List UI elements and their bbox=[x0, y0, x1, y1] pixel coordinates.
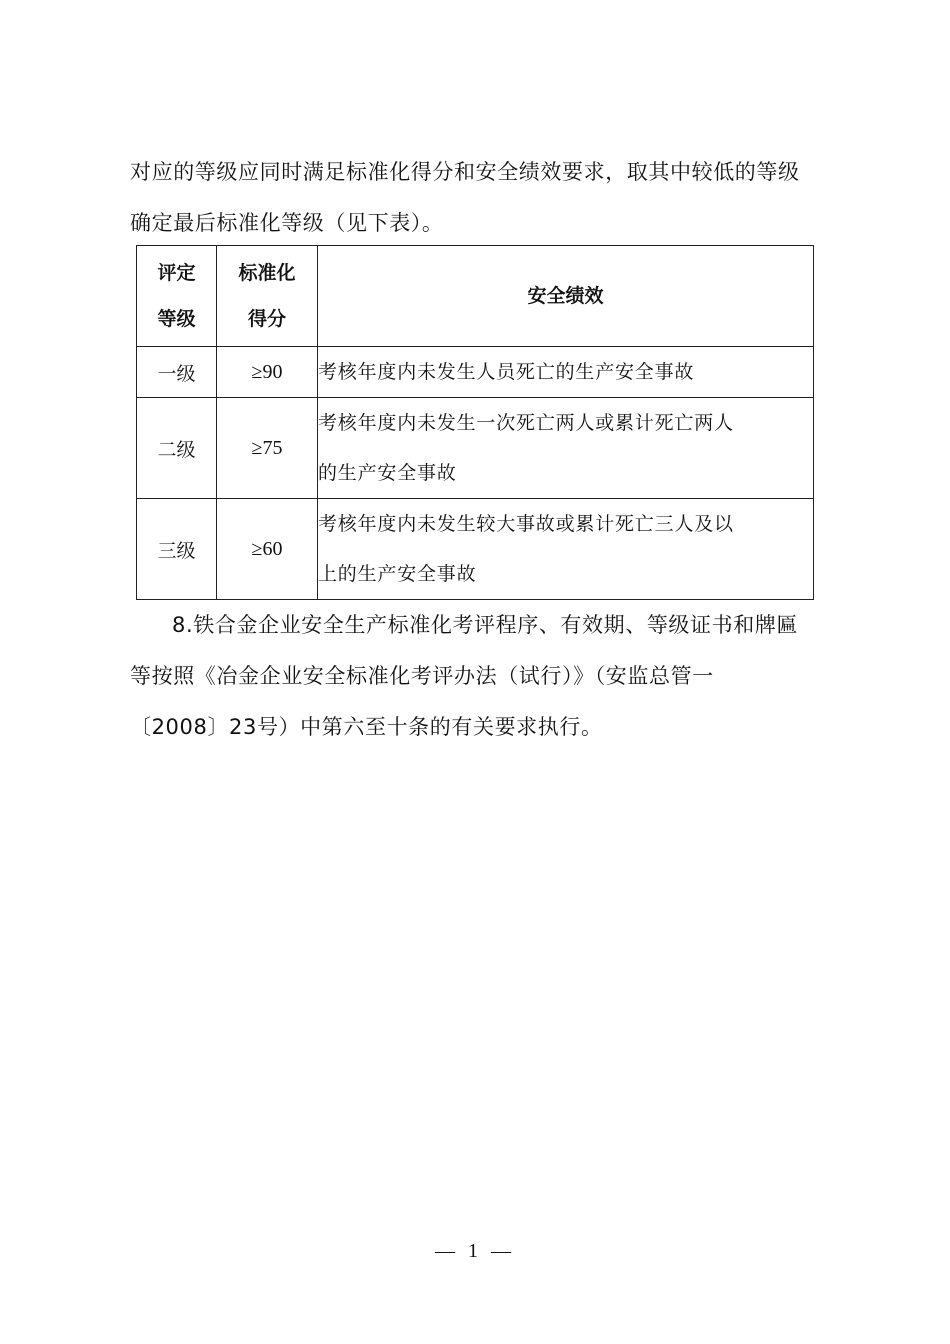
header-performance: 安全绩效 bbox=[318, 246, 814, 347]
closing-line: 〔2008〕23号）中第六至十条的有关要求执行。 bbox=[130, 715, 603, 739]
cell-level: 二级 bbox=[137, 398, 217, 499]
performance-line: 的生产安全事故 bbox=[318, 462, 457, 484]
intro-line: 对应的等级应同时满足标准化得分和安全绩效要求，取其中较低的等级 bbox=[130, 160, 800, 184]
cell-performance bbox=[318, 347, 814, 398]
performance-line: 考核年度内未发生人员死亡的生产安全事故 bbox=[318, 361, 695, 383]
closing-line: 8.铁合金企业安全生产标准化考评程序、有效期、等级证书和牌匾 bbox=[172, 613, 799, 637]
header-score-line: 标准化 bbox=[238, 262, 296, 284]
intro-paragraph bbox=[130, 147, 830, 249]
cell-level: 三级 bbox=[137, 499, 217, 600]
grade-table bbox=[136, 245, 814, 600]
performance-line: 考核年度内未发生较大事故或累计死亡三人及以 bbox=[318, 513, 734, 535]
performance-line: 上的生产安全事故 bbox=[318, 563, 477, 585]
table-row bbox=[137, 347, 814, 398]
cell-score: ≥60 bbox=[217, 499, 318, 600]
header-level-line: 评定 bbox=[157, 262, 196, 284]
intro-line: 确定最后标准化等级（见下表）。 bbox=[130, 211, 444, 235]
table-header-row bbox=[137, 246, 814, 347]
performance-line: 考核年度内未发生一次死亡两人或累计死亡两人 bbox=[318, 412, 734, 434]
cell-performance bbox=[318, 499, 814, 600]
header-level bbox=[137, 246, 217, 347]
header-score bbox=[217, 246, 318, 347]
table-row bbox=[137, 499, 814, 600]
header-score-line: 得分 bbox=[247, 308, 286, 330]
table-row bbox=[137, 398, 814, 499]
cell-score: ≥90 bbox=[217, 347, 318, 398]
cell-performance bbox=[318, 398, 814, 499]
page-number: — 1 — bbox=[435, 1240, 515, 1262]
closing-paragraph bbox=[130, 600, 830, 753]
closing-line: 等按照《冶金企业安全标准化考评办法（试行）》（安监总管一 bbox=[130, 664, 714, 688]
cell-score: ≥75 bbox=[217, 398, 318, 499]
header-level-line: 等级 bbox=[157, 308, 196, 330]
cell-level: 一级 bbox=[137, 347, 217, 398]
